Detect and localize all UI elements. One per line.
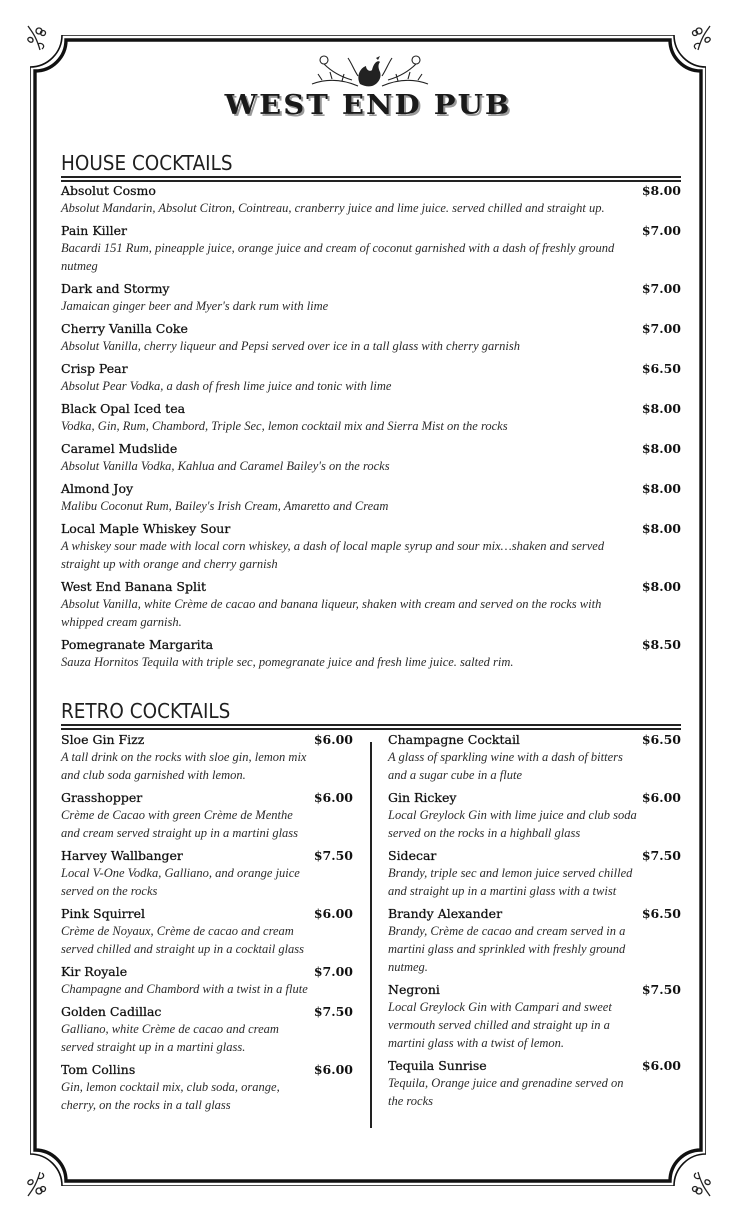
item-price: $7.00 — [641, 321, 681, 336]
item-name: Negroni — [388, 982, 440, 997]
item-price: $8.00 — [641, 401, 681, 416]
floral-corner-ornament-icon — [688, 24, 714, 54]
menu-item — [61, 847, 353, 900]
item-description: Jamaican ginger beer and Myer's dark rum with lime — [61, 299, 329, 313]
menu-item — [61, 963, 353, 998]
menu-item — [61, 360, 681, 395]
item-price: $6.00 — [313, 790, 353, 805]
menu-item — [61, 520, 681, 573]
item-price: $7.00 — [641, 223, 681, 238]
item-description: Champagne and Chambord with a twist in a flute — [61, 982, 308, 996]
item-price: $8.00 — [641, 441, 681, 456]
item-price: $7.00 — [313, 964, 353, 979]
menu-item — [388, 905, 681, 976]
item-name: Champagne Cocktail — [388, 732, 520, 747]
item-description: Brandy, Crème de cacao and cream served in a martini glass and sprinkled with freshly ground nutmeg. — [388, 924, 626, 974]
floral-corner-ornament-icon — [688, 1168, 714, 1198]
item-description: Malibu Coconut Rum, Bailey's Irish Cream, Amaretto and Cream — [61, 499, 389, 513]
item-price: $7.00 — [641, 281, 681, 296]
column-divider — [370, 742, 372, 1128]
item-name: Sidecar — [388, 848, 437, 863]
item-name: Local Maple Whiskey Sour — [61, 521, 231, 536]
item-name: Golden Cadillac — [61, 1004, 162, 1019]
item-description: Local V-One Vodka, Galliano, and orange juice served on the rocks — [61, 866, 300, 898]
item-price: $7.50 — [641, 848, 681, 863]
item-name: Absolut Cosmo — [61, 183, 156, 198]
item-price: $6.00 — [641, 1058, 681, 1073]
item-price: $8.00 — [641, 521, 681, 536]
item-name: Black Opal Iced tea — [61, 401, 186, 416]
menu-item — [388, 981, 681, 1052]
item-description: Gin, lemon cocktail mix, club soda, orange, cherry, on the rocks in a tall glass — [61, 1080, 280, 1112]
item-description: Bacardi 151 Rum, pineapple juice, orange juice and cream of coconut garnished with a dash of freshly ground nutmeg — [61, 241, 615, 273]
item-name: Pomegranate Margarita — [61, 637, 214, 652]
item-price: $6.00 — [313, 1062, 353, 1077]
item-description: Crème de Noyaux, Crème de cacao and cream served chilled and straight up in a cocktail glass — [61, 924, 305, 956]
menu-item — [61, 222, 681, 275]
menu-item — [61, 905, 353, 958]
menu-item — [388, 789, 681, 842]
item-price: $8.00 — [641, 481, 681, 496]
section-title-house-cocktails: HOUSE COCKTAILS — [61, 151, 233, 175]
item-name: Crisp Pear — [61, 361, 128, 376]
section-title-retro-cocktails: RETRO COCKTAILS — [61, 699, 231, 723]
item-name: Pain Killer — [61, 223, 128, 238]
item-name: Grasshopper — [61, 790, 143, 805]
item-price: $7.50 — [313, 1004, 353, 1019]
item-price: $6.00 — [313, 732, 353, 747]
item-name: Brandy Alexander — [388, 906, 503, 921]
item-description: Galliano, white Crème de cacao and cream served straight up in a martini glass. — [61, 1022, 279, 1054]
item-name: Almond Joy — [61, 481, 134, 496]
menu-item — [61, 480, 681, 515]
rooster-floral-crest-icon — [308, 50, 432, 92]
menu-item — [388, 731, 681, 784]
menu-item — [61, 789, 353, 842]
item-price: $8.50 — [641, 637, 681, 652]
item-price: $8.00 — [641, 183, 681, 198]
floral-corner-ornament-icon — [24, 24, 50, 54]
menu-item — [61, 1003, 353, 1056]
item-description: A glass of sparkling wine with a dash of bitters and a sugar cube in a flute — [388, 750, 623, 782]
item-description: Absolut Vanilla, cherry liqueur and Pepsi served over ice in a tall glass with cherry garnish — [61, 339, 520, 353]
item-name: Harvey Wallbanger — [61, 848, 183, 863]
item-description: Crème de Cacao with green Crème de Menthe and cream served straight up in a martini glass — [61, 808, 299, 840]
item-name: Tequila Sunrise — [388, 1058, 487, 1073]
item-name: Sloe Gin Fizz — [61, 732, 145, 747]
menu-item — [61, 400, 681, 435]
menu-item — [61, 1061, 353, 1114]
item-price: $6.50 — [641, 361, 681, 376]
item-description: Local Greylock Gin with lime juice and club soda served on the rocks in a highball glass — [388, 808, 637, 840]
section-divider — [61, 724, 681, 730]
item-name: Dark and Stormy — [61, 281, 170, 296]
menu-item — [61, 636, 681, 671]
item-name: Gin Rickey — [388, 790, 457, 805]
menu-item — [61, 731, 353, 784]
item-description: A tall drink on the rocks with sloe gin, lemon mix and club soda garnished with lemon. — [61, 750, 307, 782]
house-cocktails-list — [61, 182, 681, 676]
item-price: $6.50 — [641, 906, 681, 921]
item-description: Absolut Vanilla Vodka, Kahlua and Caramel Bailey's on the rocks — [61, 459, 390, 473]
item-price: $7.50 — [313, 848, 353, 863]
item-name: West End Banana Split — [61, 579, 206, 594]
retro-cocktails-right-column — [388, 731, 681, 1115]
item-name: Kir Royale — [61, 964, 128, 979]
menu-item — [61, 320, 681, 355]
item-price: $6.00 — [313, 906, 353, 921]
item-price: $7.50 — [641, 982, 681, 997]
item-name: Tom Collins — [61, 1062, 136, 1077]
item-description: Absolut Pear Vodka, a dash of fresh lime juice and tonic with lime — [61, 379, 392, 393]
menu-item — [61, 578, 681, 631]
menu-item — [61, 280, 681, 315]
menu-item — [388, 1057, 681, 1110]
item-description: Sauza Hornitos Tequila with triple sec, pomegranate juice and fresh lime juice. salted rim. — [61, 655, 514, 669]
item-description: Absolut Vanilla, white Crème de cacao and banana liqueur, shaken with cream and served on the rocks with whipped cream garnish. — [61, 597, 602, 629]
menu-item — [61, 440, 681, 475]
floral-corner-ornament-icon — [24, 1168, 50, 1198]
menu-item — [61, 182, 681, 217]
item-name: Caramel Mudslide — [61, 441, 178, 456]
item-name: Pink Squirrel — [61, 906, 145, 921]
retro-cocktails-left-column — [61, 731, 353, 1119]
item-description: Tequila, Orange juice and grenadine served on the rocks — [388, 1076, 624, 1108]
item-description: Vodka, Gin, Rum, Chambord, Triple Sec, lemon cocktail mix and Sierra Mist on the rocks — [61, 419, 508, 433]
pub-title: WEST END PUB — [224, 89, 512, 121]
item-price: $8.00 — [641, 579, 681, 594]
item-description: Local Greylock Gin with Campari and sweet vermouth served chilled and straight up in a martini glass with a twist of lemon. — [388, 1000, 612, 1050]
item-description: Brandy, triple sec and lemon juice served chilled and straight up in a martini glass with a twist — [388, 866, 633, 898]
item-name: Cherry Vanilla Coke — [61, 321, 188, 336]
item-price: $6.50 — [641, 732, 681, 747]
item-description: Absolut Mandarin, Absolut Citron, Cointreau, cranberry juice and lime juice. served chilled and straight up. — [61, 201, 605, 215]
menu-item — [388, 847, 681, 900]
item-price: $6.00 — [641, 790, 681, 805]
item-description: A whiskey sour made with local corn whiskey, a dash of local maple syrup and sour mix…shaken and served straight up with orange and cherry garnish — [61, 539, 605, 571]
